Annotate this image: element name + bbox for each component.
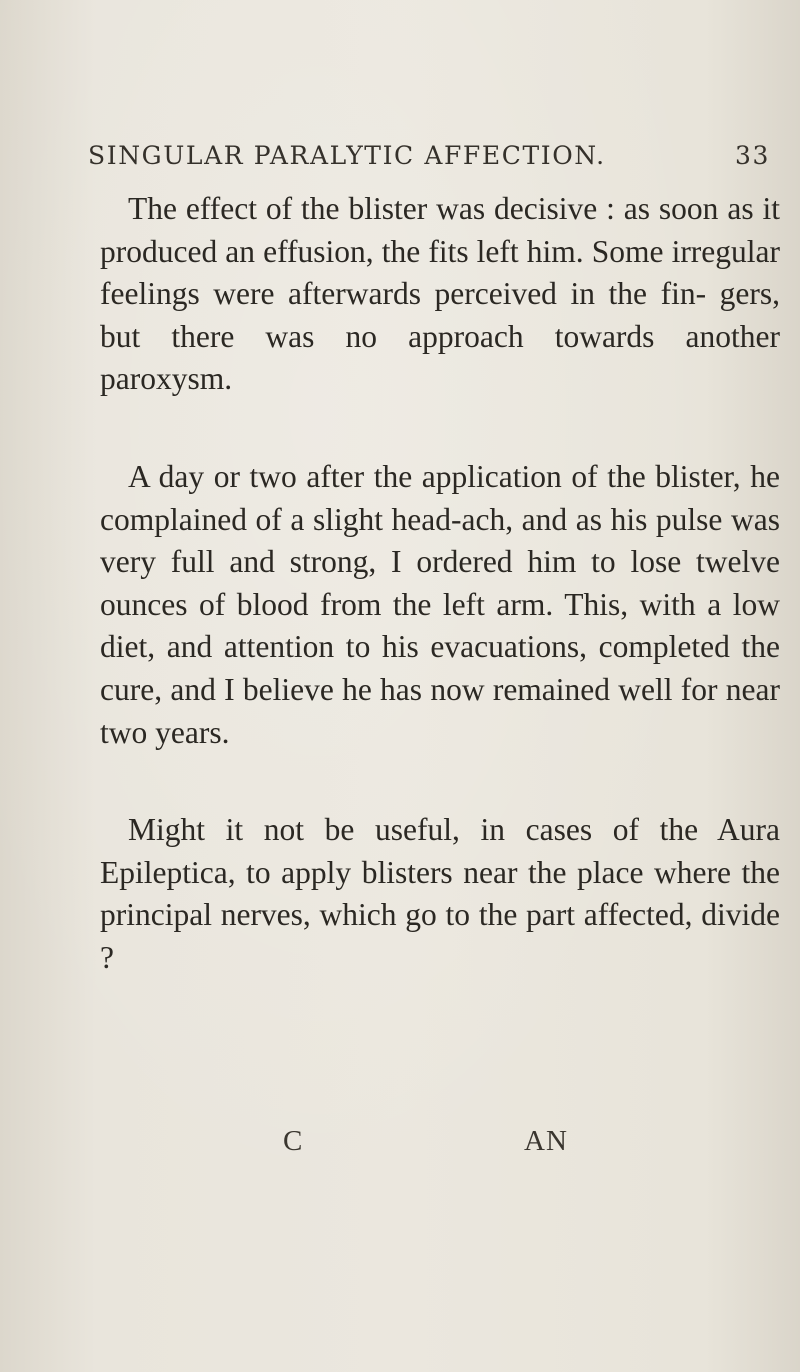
paragraph-blister-effect: The effect of the blister was decisive : as soon as it produced an effusion, the fits left him. Some irregular feelings were afterwards perceived in the fin- gers, but there was no approach towards another paroxysm. <box>100 191 780 397</box>
paragraph-bloodletting: A day or two after the application of the blister, he complained of a slight head-ach, and as his pulse was very full and strong, I ordered him to lose twelve ounces of blood from the left arm. This, with a low diet, and attention to his evacuations, completed the cure, and I believe he has now remained well for near two years. <box>100 458 780 750</box>
catchword: AN <box>524 1125 568 1157</box>
paragraph-aura-epileptica: Might it not be useful, in cases of the Aura Epileptica, to apply blisters near the place where the principal nerves, which go to the part affected, divide ? <box>100 812 780 975</box>
body-text <box>100 188 780 1035</box>
running-head <box>88 136 778 176</box>
running-head-title: SINGULAR PARALYTIC AFFECTION. <box>88 141 606 170</box>
page-footer <box>0 1118 800 1164</box>
page-number: 33 <box>734 141 770 170</box>
signature-mark: C <box>283 1125 303 1157</box>
